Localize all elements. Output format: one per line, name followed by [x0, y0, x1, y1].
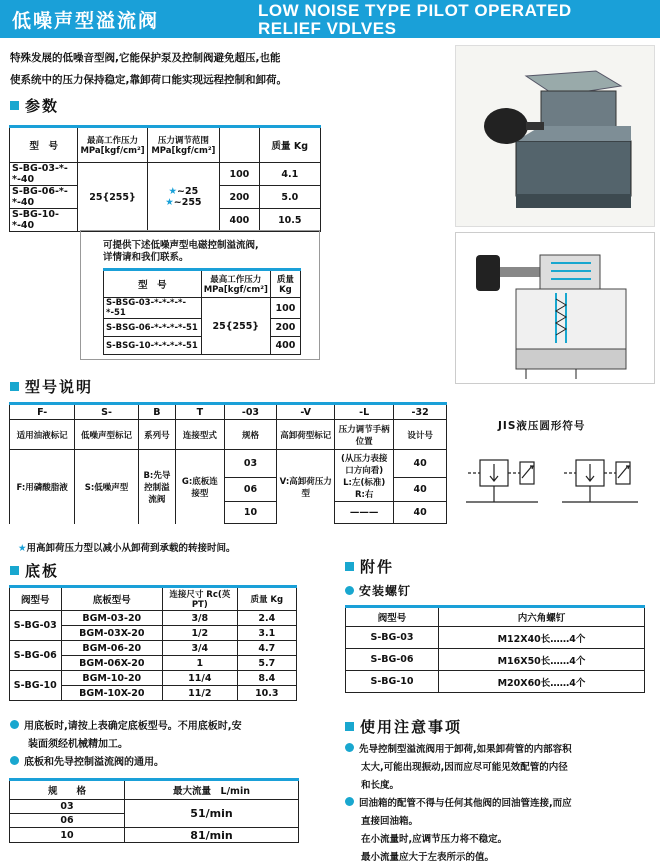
code-03: -03 [224, 404, 277, 420]
caution-list [345, 741, 655, 867]
th-mass: 质量 Kg [259, 127, 320, 163]
desc-fluid: F:用磷酸脂液 [10, 450, 75, 524]
bullet-icon [10, 756, 19, 765]
code-f: F- [10, 404, 75, 420]
base-group-1: S-BG-03 [10, 611, 62, 641]
param-model-2: S-BG-06-*-*-40 [10, 186, 78, 209]
desc-design-3: 40 [394, 502, 447, 524]
param-model-1: S-BG-03-*-*-40 [10, 163, 78, 186]
model-desc-footnote [18, 540, 236, 554]
flow-value-1: 51/min [125, 800, 299, 828]
desc-th-fluid: 适用油液标记 [10, 420, 75, 450]
bsg-th-model: 型 号 [104, 270, 202, 298]
square-bullet-icon [345, 562, 354, 571]
base-plate-5: BGM-10-20 [61, 671, 162, 686]
base-mass-1: 2.4 [237, 611, 296, 626]
bsg-th-mass: 质量 Kg [270, 270, 300, 298]
caution-p1-line1: 先导控制型溢流阀用于卸荷,如果卸荷管的内部容积 [359, 744, 572, 755]
base-mass-2: 3.1 [237, 626, 296, 641]
base-size-2: 1/2 [162, 626, 237, 641]
star-icon: ★ [165, 197, 174, 208]
bsg-model-3: S-BSG-10-*-*-*-*-51 [104, 337, 202, 355]
param-model-3: S-BG-10-*-40 [10, 209, 78, 232]
bsg-model-1: S-BSG-03-*-*-*-*-*-51 [104, 298, 202, 319]
th-model: 型 号 [10, 127, 78, 163]
handle-line1: (从压力表接口方向看) [340, 453, 388, 476]
bsg-table [103, 268, 301, 355]
intro-line1: 特殊发展的低噪音型阀,它能保护泵及控制阀避免超压,也能 [10, 52, 281, 64]
bsg-value-1: 100 [270, 298, 300, 319]
base-th-plate: 底板型号 [61, 587, 162, 611]
accessory-sub-text: 安装螺钉 [359, 584, 412, 598]
title-en [258, 2, 572, 38]
accessory-heading [345, 556, 394, 577]
params-heading-text: 参数 [25, 97, 60, 115]
base-mass-5: 8.4 [237, 671, 296, 686]
param-mass-3: 10.5 [259, 209, 320, 232]
accessory-heading-text: 附件 [360, 558, 395, 576]
desc-th-connection: 连接型式 [176, 420, 225, 450]
base-mass-3: 4.7 [237, 641, 296, 656]
section-drawing [455, 232, 655, 384]
caution-p2-line2: 直接回油箱。 [361, 816, 419, 827]
caution-p2-line1: 回油箱的配管不得与任何其他阀的回油管连接,而应 [359, 798, 572, 809]
model-desc-heading [10, 376, 93, 397]
code-l: -L [335, 404, 394, 420]
screw-model-1: S-BG-03 [346, 627, 439, 649]
bsg-note-line1: 可提供下述低噪声型电磁控制溢流阀, [103, 240, 259, 251]
base-heading-text: 底板 [25, 562, 60, 580]
param-max-pressure: 25{255} [78, 163, 147, 232]
bsg-value-2: 200 [270, 319, 300, 337]
base-size-4: 1 [162, 656, 237, 671]
desc-design-1: 40 [394, 450, 447, 478]
flow-th-size: 规 格 [10, 780, 125, 800]
square-bullet-icon [10, 566, 19, 575]
square-bullet-icon [345, 722, 354, 731]
base-group-2: S-BG-06 [10, 641, 62, 671]
desc-th-size: 规格 [224, 420, 277, 450]
title-en-line2: RELIEF VDLVES [258, 19, 397, 38]
screw-th-screw: 内六角螺钉 [439, 607, 645, 627]
base-note2: 底板和先导控制溢流阀的通用。 [24, 757, 164, 768]
base-th-size: 连接尺寸 Rc(英PT) [162, 587, 237, 611]
flow-size-3: 10 [10, 828, 125, 843]
param-flow-2: 200 [220, 186, 259, 209]
range-value-2: ~255 [173, 197, 202, 208]
base-notes [10, 718, 310, 772]
square-bullet-icon [10, 382, 19, 391]
screw-th-model: 阀型号 [346, 607, 439, 627]
base-mass-4: 5.7 [237, 656, 296, 671]
param-mass-1: 4.1 [259, 163, 320, 186]
desc-handle [335, 450, 394, 502]
flow-th-max: 最大流量 L/min [125, 780, 299, 800]
params-table [9, 125, 321, 232]
flow-value-2: 81/min [125, 828, 299, 843]
base-note1-line1: 用底板时,请按上表确定底板型号。不用底板时,安 [24, 721, 242, 732]
jis-title: JIS液压圆形符号 [498, 420, 586, 432]
desc-high-unload: V:高卸荷压力型 [277, 450, 335, 524]
base-size-1: 3/8 [162, 611, 237, 626]
desc-th-handle: 压力调节手柄位置 [335, 420, 394, 450]
screw-model-2: S-BG-06 [346, 649, 439, 671]
bsg-value-3: 400 [270, 337, 300, 355]
param-flow-1: 100 [220, 163, 259, 186]
desc-size-3: 10 [224, 502, 277, 524]
screw-model-3: S-BG-10 [346, 671, 439, 693]
base-size-3: 3/4 [162, 641, 237, 656]
valve-photo-icon [456, 46, 654, 226]
base-th-valve: 阀型号 [10, 587, 62, 611]
param-flow-3: 400 [220, 209, 259, 232]
desc-low-noise: S:低噪声型 [75, 450, 138, 524]
caution-p2-line3: 在小流量时,应调节压力将不稳定。 [361, 834, 508, 845]
square-bullet-icon [10, 101, 19, 110]
title-cn: 低噪声型溢流阀 [12, 10, 160, 32]
screw-spec-3: M20X60长……4个 [439, 671, 645, 693]
caution-heading [345, 716, 462, 737]
base-size-5: 11/4 [162, 671, 237, 686]
base-plate-4: BGM-06X-20 [61, 656, 162, 671]
screw-spec-1: M12X40长……4个 [439, 627, 645, 649]
title-en-line1: LOW NOISE TYPE PILOT OPERATED [258, 1, 572, 20]
bsg-th-pressure: 最高工作压力 MPa[kgf/cm²] [201, 270, 270, 298]
desc-th-high-unload: 高卸荷型标记 [277, 420, 335, 450]
flow-table [9, 778, 299, 843]
code-v: -V [277, 404, 335, 420]
param-mass-2: 5.0 [259, 186, 320, 209]
bullet-icon [345, 586, 354, 595]
model-desc-table [9, 402, 447, 524]
param-range [147, 163, 220, 232]
caution-p2-line4: 最小流量应大于左表所示的值。 [361, 852, 495, 863]
bsg-pressure: 25{255} [201, 298, 270, 355]
desc-connection: G:底板连接型 [176, 450, 225, 524]
footnote-text: 用高卸荷压力型以减小从卸荷到承载的转接时间。 [26, 543, 236, 554]
star-icon: ★ [18, 543, 27, 554]
base-plate-2: BGM-03X-20 [61, 626, 162, 641]
base-plate-6: BGM-10X-20 [61, 686, 162, 701]
caution-heading-text: 使用注意事项 [360, 718, 463, 736]
caution-p1-line2: 太大,可能出现振动,因而应尽可能见效配管的内径 [361, 762, 568, 773]
desc-size-2: 06 [224, 478, 277, 502]
bullet-icon [10, 720, 19, 729]
handle-line3: R:右 [354, 489, 374, 500]
desc-size-1: 03 [224, 450, 277, 478]
flow-size-1: 03 [10, 800, 125, 814]
base-plate-1: BGM-03-20 [61, 611, 162, 626]
desc-th-series: 系列号 [138, 420, 175, 450]
params-heading [10, 95, 59, 116]
range-value-1: ~25 [177, 186, 199, 197]
code-s: S- [75, 404, 138, 420]
intro-line2: 使系统中的压力保持稳定,靠卸荷口能实现远程控制和卸荷。 [10, 74, 287, 86]
screw-spec-2: M16X50长……4个 [439, 649, 645, 671]
bsg-note-line2: 详情请和我们联系。 [103, 252, 189, 263]
desc-series: B:先导控制溢流阀 [138, 450, 175, 524]
handle-line2: L:左(标准) [343, 477, 386, 488]
desc-handle-dash: ——— [335, 502, 394, 524]
base-heading [10, 560, 59, 581]
base-plate-3: BGM-06-20 [61, 641, 162, 656]
accessory-sub [345, 582, 411, 599]
product-photo [455, 45, 655, 227]
base-th-mass: 质量 Kg [237, 587, 296, 611]
desc-design-2: 40 [394, 478, 447, 502]
code-t: T [176, 404, 225, 420]
desc-th-low-noise: 低噪声型标记 [75, 420, 138, 450]
jis-symbol-icon [458, 448, 654, 508]
base-size-6: 11/2 [162, 686, 237, 701]
base-group-3: S-BG-10 [10, 671, 62, 701]
code-32: -32 [394, 404, 447, 420]
star-icon: ★ [168, 186, 178, 197]
bsg-model-2: S-BSG-06-*-*-*-*-51 [104, 319, 202, 337]
th-max-pressure: 最高工作压力 MPa[kgf/cm²] [78, 127, 147, 163]
intro-text [10, 47, 350, 91]
base-table [9, 585, 297, 701]
valve-section-icon [456, 233, 654, 383]
model-desc-heading-text: 型号说明 [25, 378, 94, 396]
bsg-note [103, 240, 259, 264]
screw-table [345, 605, 645, 693]
caution-p1-line3: 和长度。 [361, 780, 400, 791]
th-blank [220, 127, 259, 163]
base-note1-line2: 装面须经机械精加工。 [28, 739, 128, 750]
flow-size-2: 06 [10, 814, 125, 828]
bullet-icon [345, 743, 354, 752]
desc-th-design: 设计号 [394, 420, 447, 450]
base-mass-6: 10.3 [237, 686, 296, 701]
th-range: 压力调节范围 MPa[kgf/cm²] [147, 127, 220, 163]
bullet-icon [345, 797, 354, 806]
code-b: B [138, 404, 175, 420]
